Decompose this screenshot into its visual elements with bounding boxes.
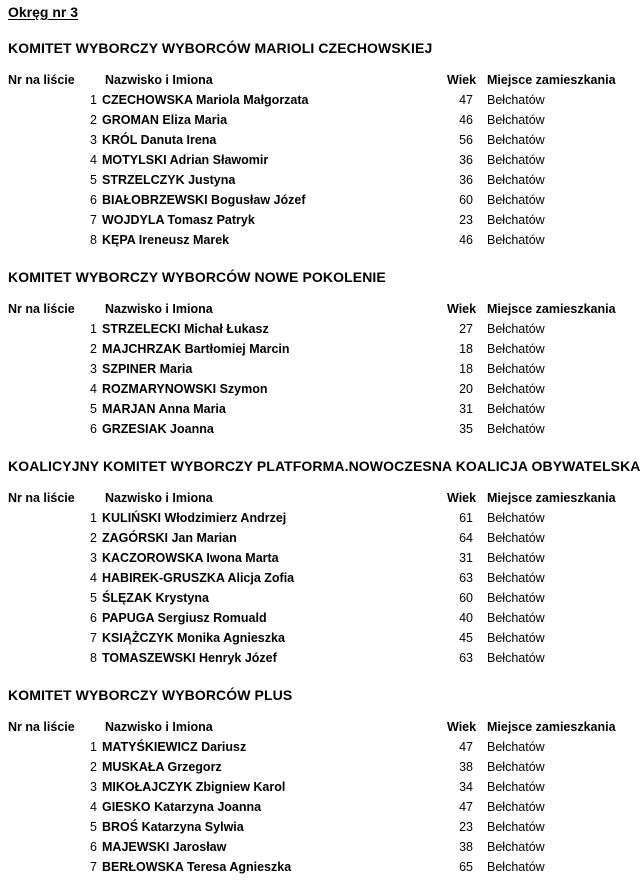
candidate-age: 36 [459, 173, 473, 187]
candidate-residence: Bełchatów [487, 213, 545, 227]
candidate-number: 5 [90, 820, 97, 834]
candidate-row [8, 817, 633, 837]
candidate-row [8, 588, 633, 608]
committee-section [8, 270, 633, 439]
candidate-residence: Bełchatów [487, 342, 545, 356]
candidate-name: KULIŃSKI Włodzimierz Andrzej [102, 511, 287, 525]
candidate-rows [8, 90, 633, 250]
candidate-age: 27 [459, 322, 473, 336]
candidate-residence: Bełchatów [487, 153, 545, 167]
candidate-residence: Bełchatów [487, 740, 545, 754]
candidate-name: BROŚ Katarzyna Sylwia [102, 820, 244, 834]
candidate-number: 5 [90, 591, 97, 605]
candidate-number: 4 [90, 571, 97, 585]
candidate-number: 1 [90, 322, 97, 336]
candidate-residence: Bełchatów [487, 531, 545, 545]
candidate-age: 31 [459, 551, 473, 565]
candidate-number: 7 [90, 631, 97, 645]
candidate-row [8, 548, 633, 568]
candidate-age: 20 [459, 382, 473, 396]
page-title: Okręg nr 3 [8, 4, 79, 20]
candidate-number: 4 [90, 153, 97, 167]
column-header-name: Nazwisko i Imiona [105, 302, 213, 316]
candidate-number: 3 [90, 133, 97, 147]
candidate-name: ZAGÓRSKI Jan Marian [102, 531, 237, 545]
column-header-number: Nr na liście [8, 73, 75, 87]
candidate-age: 61 [459, 511, 473, 525]
candidate-name: KRÓL Danuta Irena [102, 133, 217, 147]
candidate-name: MUSKAŁA Grzegorz [102, 760, 222, 774]
candidate-row [8, 737, 633, 757]
candidate-residence: Bełchatów [487, 551, 545, 565]
candidate-row [8, 757, 633, 777]
column-header-residence: Miejsce zamieszkania [487, 73, 616, 87]
candidate-number: 2 [90, 113, 97, 127]
candidate-residence: Bełchatów [487, 780, 545, 794]
candidate-age: 45 [459, 631, 473, 645]
candidate-age: 46 [459, 113, 473, 127]
candidate-residence: Bełchatów [487, 631, 545, 645]
committee-name: KOMITET WYBORCZY WYBORCÓW MARIOLI CZECHOWSKIEJ [8, 40, 433, 56]
candidate-row [8, 399, 633, 419]
candidate-row [8, 568, 633, 588]
candidate-number: 8 [90, 651, 97, 665]
candidate-name: KACZOROWSKA Iwona Marta [102, 551, 279, 565]
candidate-age: 38 [459, 840, 473, 854]
candidate-number: 2 [90, 342, 97, 356]
candidate-row [8, 359, 633, 379]
candidate-number: 7 [90, 860, 97, 874]
candidate-residence: Bełchatów [487, 860, 545, 874]
column-header-residence: Miejsce zamieszkania [487, 720, 616, 734]
candidate-number: 1 [90, 511, 97, 525]
candidate-age: 18 [459, 362, 473, 376]
candidate-name: ROZMARYNOWSKI Szymon [102, 382, 268, 396]
candidate-residence: Bełchatów [487, 511, 545, 525]
candidate-row [8, 797, 633, 817]
candidate-residence: Bełchatów [487, 193, 545, 207]
candidate-age: 40 [459, 611, 473, 625]
candidate-row [8, 528, 633, 548]
column-header-age: Wiek [447, 491, 477, 505]
candidate-residence: Bełchatów [487, 760, 545, 774]
candidate-row [8, 648, 633, 668]
candidate-residence: Bełchatów [487, 362, 545, 376]
candidate-number: 3 [90, 551, 97, 565]
candidate-residence: Bełchatów [487, 133, 545, 147]
candidate-age: 35 [459, 422, 473, 436]
candidate-row [8, 837, 633, 857]
candidate-number: 5 [90, 173, 97, 187]
candidate-row [8, 419, 633, 439]
candidate-age: 31 [459, 402, 473, 416]
candidate-number: 4 [90, 800, 97, 814]
candidate-residence: Bełchatów [487, 800, 545, 814]
candidate-name: MATYŚKIEWICZ Dariusz [102, 740, 247, 754]
candidate-name: TOMASZEWSKI Henryk Józef [102, 651, 277, 665]
candidate-name: GIESKO Katarzyna Joanna [102, 800, 262, 814]
candidate-number: 5 [90, 402, 97, 416]
candidate-name: MAJEWSKI Jarosław [102, 840, 227, 854]
column-header-number: Nr na liście [8, 720, 75, 734]
candidate-row [8, 170, 633, 190]
candidate-name: WOJDYLA Tomasz Patryk [102, 213, 255, 227]
candidate-row [8, 508, 633, 528]
candidate-row [8, 150, 633, 170]
column-header-name: Nazwisko i Imiona [105, 720, 213, 734]
candidate-name: KĘPA Ireneusz Marek [102, 233, 230, 247]
candidate-name: CZECHOWSKA Mariola Małgorzata [102, 93, 309, 107]
candidate-row [8, 210, 633, 230]
candidate-number: 6 [90, 193, 97, 207]
candidate-residence: Bełchatów [487, 591, 545, 605]
candidate-residence: Bełchatów [487, 422, 545, 436]
candidate-residence: Bełchatów [487, 402, 545, 416]
candidate-residence: Bełchatów [487, 322, 545, 336]
column-header-number: Nr na liście [8, 302, 75, 316]
candidate-age: 63 [459, 571, 473, 585]
candidate-row [8, 628, 633, 648]
candidate-row [8, 608, 633, 628]
candidate-row [8, 190, 633, 210]
candidate-number: 6 [90, 422, 97, 436]
sections-container [8, 40, 641, 877]
candidate-name: MARJAN Anna Maria [102, 402, 226, 416]
column-header-residence: Miejsce zamieszkania [487, 302, 616, 316]
candidate-name: GRZESIAK Joanna [102, 422, 214, 436]
candidate-rows [8, 508, 633, 668]
column-header-name: Nazwisko i Imiona [105, 73, 213, 87]
candidate-age: 47 [459, 740, 473, 754]
candidate-residence: Bełchatów [487, 113, 545, 127]
candidate-name: BIAŁOBRZEWSKI Bogusław Józef [102, 193, 306, 207]
candidate-name: MAJCHRZAK Bartłomiej Marcin [102, 342, 290, 356]
candidate-age: 36 [459, 153, 473, 167]
candidate-name: MIKOŁAJCZYK Zbigniew Karol [102, 780, 286, 794]
candidate-row [8, 339, 633, 359]
candidate-age: 34 [459, 780, 473, 794]
candidate-age: 47 [459, 93, 473, 107]
candidate-age: 47 [459, 800, 473, 814]
candidate-age: 46 [459, 233, 473, 247]
column-header-age: Wiek [447, 302, 477, 316]
candidate-age: 63 [459, 651, 473, 665]
candidate-number: 8 [90, 233, 97, 247]
column-header-age: Wiek [447, 73, 477, 87]
candidate-age: 60 [459, 193, 473, 207]
table-header-row [8, 70, 633, 90]
candidate-row [8, 110, 633, 130]
candidate-name: STRZELCZYK Justyna [102, 173, 236, 187]
column-header-name: Nazwisko i Imiona [105, 491, 213, 505]
column-header-residence: Miejsce zamieszkania [487, 491, 616, 505]
candidate-row [8, 379, 633, 399]
candidate-name: GROMAN Eliza Maria [102, 113, 228, 127]
table-header-row [8, 299, 633, 319]
committee-name: KOMITET WYBORCZY WYBORCÓW PLUS [8, 687, 293, 703]
candidate-age: 60 [459, 591, 473, 605]
candidate-age: 64 [459, 531, 473, 545]
committee-name: KOALICYJNY KOMITET WYBORCZY PLATFORMA.NOWOCZESNA KOALICJA OBYWATELSKA [8, 458, 641, 474]
candidate-row [8, 130, 633, 150]
candidate-residence: Bełchatów [487, 382, 545, 396]
candidate-age: 18 [459, 342, 473, 356]
candidate-rows [8, 319, 633, 439]
candidate-name: SZPINER Maria [102, 362, 193, 376]
candidate-row [8, 319, 633, 339]
table-header-row [8, 717, 633, 737]
candidate-row [8, 857, 633, 877]
column-header-age: Wiek [447, 720, 477, 734]
candidate-name: HABIREK-GRUSZKA Alicja Zofia [102, 571, 295, 585]
candidate-age: 23 [459, 820, 473, 834]
committee-name: KOMITET WYBORCZY WYBORCÓW NOWE POKOLENIE [8, 269, 386, 285]
candidate-age: 38 [459, 760, 473, 774]
candidate-name: ŚLĘZAK Krystyna [102, 591, 209, 605]
candidate-row [8, 777, 633, 797]
candidate-age: 56 [459, 133, 473, 147]
candidate-number: 2 [90, 531, 97, 545]
candidate-age: 65 [459, 860, 473, 874]
candidate-number: 1 [90, 93, 97, 107]
candidate-residence: Bełchatów [487, 233, 545, 247]
candidate-residence: Bełchatów [487, 840, 545, 854]
candidate-number: 4 [90, 382, 97, 396]
candidate-residence: Bełchatów [487, 820, 545, 834]
candidate-number: 7 [90, 213, 97, 227]
candidate-row [8, 90, 633, 110]
candidate-residence: Bełchatów [487, 611, 545, 625]
candidate-row [8, 230, 633, 250]
candidate-name: KSIĄŻCZYK Monika Agnieszka [102, 631, 285, 645]
candidate-residence: Bełchatów [487, 651, 545, 665]
candidate-name: BERŁOWSKA Teresa Agnieszka [102, 860, 292, 874]
candidate-number: 1 [90, 740, 97, 754]
candidate-residence: Bełchatów [487, 571, 545, 585]
candidate-number: 3 [90, 362, 97, 376]
candidate-name: MOTYLSKI Adrian Sławomir [102, 153, 269, 167]
candidate-rows [8, 737, 633, 877]
column-header-number: Nr na liście [8, 491, 75, 505]
candidate-number: 3 [90, 780, 97, 794]
table-header-row [8, 488, 633, 508]
committee-section [8, 458, 641, 668]
candidate-name: PAPUGA Sergiusz Romuald [102, 611, 267, 625]
candidate-number: 2 [90, 760, 97, 774]
committee-section [8, 688, 633, 877]
candidate-age: 23 [459, 213, 473, 227]
candidate-number: 6 [90, 840, 97, 854]
candidate-residence: Bełchatów [487, 93, 545, 107]
committee-section [8, 41, 633, 250]
candidate-name: STRZELECKI Michał Łukasz [102, 322, 269, 336]
candidate-residence: Bełchatów [487, 173, 545, 187]
candidate-number: 6 [90, 611, 97, 625]
